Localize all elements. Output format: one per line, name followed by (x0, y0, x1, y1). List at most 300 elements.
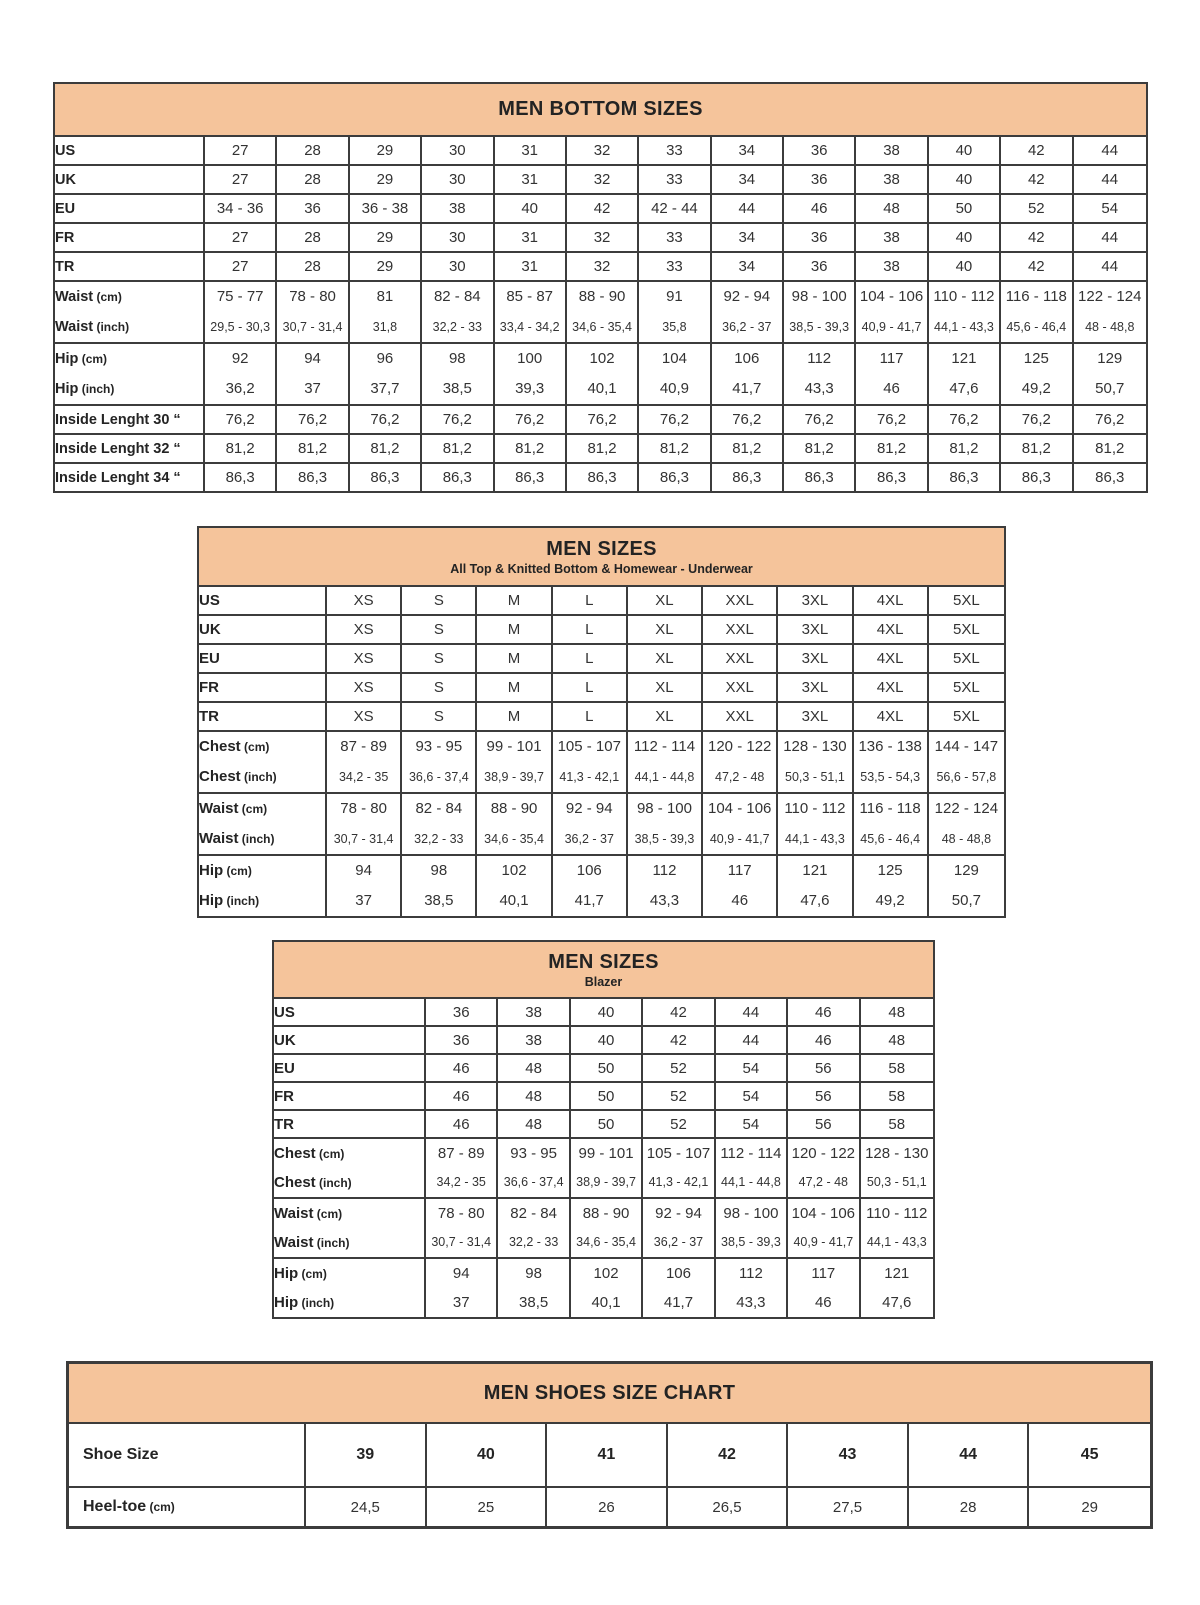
table-row (274, 1109, 933, 1137)
table-row (55, 404, 1146, 433)
table-cell: 81,2 (422, 433, 494, 462)
table-cell: 34,6 - 35,4 (567, 311, 639, 342)
table-subtitle: Blazer (584, 974, 623, 989)
row-label-unit: (cm) (298, 1266, 327, 1281)
table-cell: 50,3 - 51,1 (866, 1175, 927, 1189)
table-cell: 54 (716, 1053, 788, 1081)
row-label-unit: (inch) (223, 894, 260, 908)
table-cell: 38 (498, 1025, 570, 1053)
table-row (55, 433, 1146, 462)
table-cell: 44 (712, 193, 784, 222)
table-row (274, 1167, 933, 1197)
table-cell: 45,6 - 46,4 (854, 823, 929, 854)
table-cell: XXL (703, 643, 778, 672)
table-cell: 81,2 (784, 433, 856, 462)
table-cell: 34 - 36 (205, 193, 277, 222)
table-cell: 32 (567, 251, 639, 280)
table-cell: 91 (639, 280, 711, 311)
row-label: FR (55, 222, 205, 251)
table-row (274, 1081, 933, 1109)
table-cell: 40 (929, 135, 1001, 164)
table-cell: 98 - 100 (628, 792, 703, 823)
table-cell: 36,2 - 37 (643, 1227, 715, 1257)
table-cell: M (477, 701, 552, 730)
table-cell: 94 (426, 1257, 498, 1287)
table-cell: 76,2 (277, 404, 349, 433)
table-cell: 30 (422, 222, 494, 251)
table-cell: 98 (422, 342, 494, 373)
table-cell: 87 - 89 (327, 730, 402, 761)
table-cell: 112 (628, 854, 703, 885)
table-cell: 44 (716, 1025, 788, 1053)
row-group (55, 251, 1146, 280)
row-label-unit: (inch) (93, 319, 130, 334)
table-cell: 36 (784, 135, 856, 164)
table-cell: 82 - 84 (422, 280, 494, 311)
row-label: EU (199, 643, 327, 672)
table-cell: 106 (553, 854, 628, 885)
table-cell: 92 - 94 (643, 1197, 715, 1227)
table-cell: 46 (784, 193, 856, 222)
table-subtitle: All Top & Knitted Bottom & Homewear - Underwear (450, 561, 753, 576)
table-cell: 50,7 (951, 892, 981, 909)
table-cell: 36,2 (205, 373, 277, 404)
table-cell: 48 (856, 193, 928, 222)
table-cell: 42 - 44 (639, 193, 711, 222)
table-cell: 42 (668, 1422, 789, 1486)
table-cell: 38,5 (402, 885, 477, 916)
row-group (199, 730, 1004, 792)
table-cell: 45,6 - 46,4 (1001, 311, 1073, 342)
table-cell: 112 (716, 1257, 788, 1287)
table-cell: 30 (422, 164, 494, 193)
table-title-bar (69, 1364, 1150, 1422)
table-row (55, 193, 1146, 222)
table-cell: 4XL (854, 672, 929, 701)
table-cell: 75 - 77 (205, 280, 277, 311)
table-cell: 49,2 (1001, 373, 1073, 404)
table-cell: XXL (703, 614, 778, 643)
table-cell: 102 (567, 342, 639, 373)
table-cell: 24,5 (306, 1486, 427, 1526)
table-cell: 50 (929, 193, 1001, 222)
table-cell: 76,2 (929, 404, 1001, 433)
row-label: Hip (cm) (199, 854, 327, 885)
table-cell: 27 (205, 251, 277, 280)
table-cell: 40 (495, 193, 567, 222)
row-label: TR (199, 701, 327, 730)
table-cell: XS (327, 701, 402, 730)
table-cell: 56 (788, 1081, 860, 1109)
row-label: UK (274, 1025, 426, 1053)
table-row (199, 672, 1004, 701)
table-cell: S (402, 672, 477, 701)
table-cell: L (553, 672, 628, 701)
table-row (199, 585, 1004, 614)
table-cell: 44 (1074, 222, 1147, 251)
table-cell: 41,3 - 42,1 (553, 761, 628, 792)
row-label: US (55, 135, 205, 164)
table-cell: 44 (1074, 251, 1147, 280)
table-cell: 104 - 106 (856, 280, 928, 311)
table-cell: 86,3 (205, 462, 277, 491)
row-label: EU (274, 1053, 426, 1081)
table-row (55, 135, 1146, 164)
table-cell: 31 (495, 251, 567, 280)
table-cell: 76,2 (567, 404, 639, 433)
table-cell: 43,3 (716, 1287, 788, 1317)
row-label: FR (199, 672, 327, 701)
row-group (274, 1025, 933, 1053)
table-cell: 44,1 - 43,3 (778, 823, 853, 854)
table-cell: 35,8 (639, 311, 711, 342)
table-cell: 27 (205, 222, 277, 251)
table-cell: 50,3 - 51,1 (778, 761, 853, 792)
table-cell: 87 - 89 (426, 1137, 498, 1167)
table-cell: 104 - 106 (703, 792, 778, 823)
table-cell: 110 - 112 (929, 280, 1001, 311)
table-cell: 5XL (929, 701, 1004, 730)
table-cell: 56 (788, 1053, 860, 1081)
table-cell: 42 (643, 1025, 715, 1053)
table-cell: 56,6 - 57,8 (936, 769, 997, 784)
table-cell: XL (628, 701, 703, 730)
row-label: Inside Lenght 32 “ (55, 433, 205, 462)
table-cell: 85 - 87 (495, 280, 567, 311)
table-cell: 58 (861, 1081, 933, 1109)
table-title: MEN SHOES SIZE CHART (483, 1381, 736, 1404)
table-cell: 34,2 - 35 (327, 761, 402, 792)
table-cell: 93 - 95 (402, 730, 477, 761)
table-cell: 38,5 (498, 1287, 570, 1317)
table-cell: 104 - 106 (788, 1197, 860, 1227)
table-cell: 93 - 95 (498, 1137, 570, 1167)
row-label: UK (199, 614, 327, 643)
row-group (274, 1257, 933, 1317)
row-group (55, 222, 1146, 251)
row-label-unit: (cm) (240, 740, 270, 754)
row-label: Inside Lenght 34 “ (55, 462, 205, 491)
table-cell: 144 - 147 (929, 730, 1004, 761)
table-cell: 33,4 - 34,2 (495, 311, 567, 342)
table-cell: 40,9 - 41,7 (788, 1227, 860, 1257)
men-shoes-size-table (66, 1361, 1153, 1529)
table-cell: 116 - 118 (854, 792, 929, 823)
table-cell: 105 - 107 (643, 1137, 715, 1167)
table-cell: 81,2 (350, 433, 422, 462)
table-cell: 48 - 48,8 (941, 831, 992, 846)
table-row (199, 730, 1004, 761)
row-label-unit: (inch) (313, 1235, 350, 1250)
row-group (199, 672, 1004, 701)
table-cell: 32 (567, 135, 639, 164)
table-cell: 125 (854, 854, 929, 885)
table-cell: 112 (784, 342, 856, 373)
table-cell: 38,9 - 39,7 (477, 761, 552, 792)
table-cell: 40,9 - 41,7 (856, 311, 928, 342)
table-cell: 40 (427, 1422, 548, 1486)
table-row (55, 251, 1146, 280)
table-cell: 5XL (929, 643, 1004, 672)
table-cell: 40 (571, 1025, 643, 1053)
table-cell: 121 (929, 342, 1001, 373)
table-cell: 28 (277, 135, 349, 164)
row-label: Chest (inch) (274, 1167, 426, 1197)
row-label-unit: (cm) (313, 1206, 343, 1221)
row-group (274, 1197, 933, 1257)
row-label: US (274, 997, 426, 1025)
table-row (199, 614, 1004, 643)
table-row (274, 1257, 933, 1287)
table-cell: 38,5 - 39,3 (716, 1227, 788, 1257)
row-label: TR (274, 1109, 426, 1137)
men-top-sizes-table (197, 526, 1006, 918)
table-cell: 88 - 90 (567, 280, 639, 311)
row-label-unit: (cm) (238, 802, 268, 816)
table-cell: 43,3 (628, 885, 703, 916)
table-cell: 42 (1001, 222, 1073, 251)
table-cell: 76,2 (639, 404, 711, 433)
table-cell: 29 (350, 222, 422, 251)
table-cell: 36 - 38 (350, 193, 422, 222)
table-cell: 36,2 - 37 (553, 823, 628, 854)
table-cell: 38 (856, 222, 928, 251)
table-cell: 29 (350, 164, 422, 193)
table-cell: 99 - 101 (477, 730, 552, 761)
table-row (274, 997, 933, 1025)
table-cell: 36,6 - 37,4 (402, 761, 477, 792)
table-cell: 81,2 (856, 433, 928, 462)
table-cell: 34 (712, 222, 784, 251)
table-cell: 30 (422, 251, 494, 280)
table-cell: 34,6 - 35,4 (571, 1227, 643, 1257)
table-cell: 76,2 (495, 404, 567, 433)
table-cell: 120 - 122 (788, 1137, 860, 1167)
table-cell: M (477, 585, 552, 614)
table-cell: 4XL (854, 701, 929, 730)
table-cell: 37,7 (350, 373, 422, 404)
row-group (199, 792, 1004, 854)
table-cell: 36,6 - 37,4 (498, 1167, 570, 1197)
table-cell: 34 (712, 135, 784, 164)
table-row (55, 311, 1146, 342)
table-cell: XXL (703, 672, 778, 701)
row-group (69, 1422, 1150, 1486)
row-label-unit: (cm) (315, 1146, 345, 1161)
table-cell: 40,1 (571, 1287, 643, 1317)
table-header (55, 84, 1146, 135)
table-row (55, 164, 1146, 193)
table-cell: 81 (350, 280, 422, 311)
table-cell: 106 (643, 1257, 715, 1287)
table-cell: 31 (495, 222, 567, 251)
table-cell: 76,2 (422, 404, 494, 433)
table-cell: 88 - 90 (571, 1197, 643, 1227)
table-cell: 94 (277, 342, 349, 373)
table-row (69, 1422, 1150, 1486)
table-cell: 121 (778, 854, 853, 885)
table-cell: 40,1 (567, 373, 639, 404)
table-cell: 36,2 - 37 (712, 311, 784, 342)
table-cell: 44,1 - 43,3 (866, 1235, 927, 1249)
table-cell: 5XL (929, 585, 1004, 614)
table-cell: 38 (856, 135, 928, 164)
table-cell: 3XL (778, 672, 853, 701)
table-cell: 27 (205, 135, 277, 164)
table-cell: 121 (861, 1257, 933, 1287)
table-row (55, 342, 1146, 373)
table-title-bar (55, 84, 1146, 135)
table-cell: 82 - 84 (498, 1197, 570, 1227)
row-label-unit: (cm) (93, 289, 122, 304)
table-cell: 58 (861, 1109, 933, 1137)
table-cell: 36 (784, 164, 856, 193)
table-cell: 36 (277, 193, 349, 222)
table-row (69, 1486, 1150, 1526)
table-cell: 26,5 (668, 1486, 789, 1526)
table-cell: 81,2 (495, 433, 567, 462)
table-cell: 98 (498, 1257, 570, 1287)
row-label: Chest (cm) (274, 1137, 426, 1167)
row-label: Waist (inch) (199, 823, 327, 854)
men-blazer-sizes-table (272, 940, 935, 1319)
table-cell: 42 (1001, 164, 1073, 193)
row-label: FR (274, 1081, 426, 1109)
table-cell: 30 (422, 135, 494, 164)
row-label-unit: (inch) (298, 1295, 335, 1310)
men-bottom-sizes-table (53, 82, 1148, 493)
table-cell: L (553, 701, 628, 730)
row-group (55, 462, 1146, 491)
table-row (199, 885, 1004, 916)
table-cell: 76,2 (350, 404, 422, 433)
table-cell: 48 (498, 1081, 570, 1109)
table-cell: 44,1 - 44,8 (628, 761, 703, 792)
table-cell: 44 (909, 1422, 1030, 1486)
table-cell: 50 (571, 1081, 643, 1109)
table-cell: 110 - 112 (861, 1197, 933, 1227)
table-row (199, 701, 1004, 730)
table-cell: 31,8 (350, 311, 422, 342)
table-cell: M (477, 643, 552, 672)
table-cell: 33 (639, 164, 711, 193)
table-cell: 81,2 (205, 433, 277, 462)
table-cell: 98 (402, 854, 477, 885)
table-cell: 37 (277, 373, 349, 404)
row-group (55, 280, 1146, 342)
row-group (199, 643, 1004, 672)
table-cell: 86,3 (784, 462, 856, 491)
table-cell: M (477, 672, 552, 701)
table-cell: 30,7 - 31,4 (327, 823, 402, 854)
table-cell: 46 (788, 1025, 860, 1053)
table-cell: 39 (306, 1422, 427, 1486)
table-cell: 29 (350, 251, 422, 280)
table-row (199, 823, 1004, 854)
table-cell: L (553, 614, 628, 643)
table-row (55, 222, 1146, 251)
row-group (199, 614, 1004, 643)
table-cell: 92 (205, 342, 277, 373)
table-cell: 47,6 (882, 1293, 912, 1311)
table-cell: 49,2 (854, 885, 929, 916)
table-cell: 34 (712, 251, 784, 280)
table-cell: 40 (929, 251, 1001, 280)
row-label-unit: (inch) (78, 381, 115, 396)
table-cell: 47,6 (778, 885, 853, 916)
table-title-bar (274, 942, 933, 997)
table-title: MEN BOTTOM SIZES (498, 98, 703, 120)
table-cell: 86,3 (495, 462, 567, 491)
table-cell: 76,2 (784, 404, 856, 433)
table-cell: 122 - 124 (929, 792, 1004, 823)
table-cell: 38 (498, 997, 570, 1025)
table-cell: 25 (427, 1486, 548, 1526)
table-cell: 52 (643, 1053, 715, 1081)
table-cell: 81,2 (1074, 433, 1147, 462)
table-cell: 46 (426, 1109, 498, 1137)
table-cell: 86,3 (929, 462, 1001, 491)
table-cell: 40 (929, 222, 1001, 251)
table-cell: 5XL (929, 614, 1004, 643)
table-cell: 54 (716, 1081, 788, 1109)
table-cell: 86,3 (567, 462, 639, 491)
table-cell: 48 (498, 1109, 570, 1137)
table-cell: XXL (703, 701, 778, 730)
table-cell: 50,7 (1095, 380, 1125, 397)
table-cell: 46 (426, 1081, 498, 1109)
table-header (199, 528, 1004, 585)
row-label: UK (55, 164, 205, 193)
table-cell: 76,2 (1001, 404, 1073, 433)
table-cell: 40,9 (639, 373, 711, 404)
table-cell: 38,9 - 39,7 (571, 1167, 643, 1197)
table-cell: 38,5 - 39,3 (784, 311, 856, 342)
table-row (274, 1137, 933, 1167)
table-cell: 38 (856, 251, 928, 280)
table-cell: 46 (856, 373, 928, 404)
table-cell: 46 (426, 1053, 498, 1081)
row-label: Hip (inch) (55, 373, 205, 404)
table-cell: 34 (712, 164, 784, 193)
row-label: Hip (cm) (274, 1257, 426, 1287)
table-cell: 50 (571, 1109, 643, 1137)
table-cell: 29 (1029, 1486, 1150, 1526)
table-cell: XXL (703, 585, 778, 614)
table-cell: 39,3 (495, 373, 567, 404)
table-cell: 86,3 (639, 462, 711, 491)
table-cell: 28 (277, 251, 349, 280)
table-cell: 28 (277, 222, 349, 251)
row-label-unit: (inch) (238, 832, 275, 846)
table-cell: 5XL (929, 672, 1004, 701)
table-cell: 98 - 100 (716, 1197, 788, 1227)
table-cell: 27 (205, 164, 277, 193)
table-cell: 47,6 (929, 373, 1001, 404)
table-cell: 52 (643, 1109, 715, 1137)
row-group (69, 1486, 1150, 1526)
table-cell: 128 - 130 (861, 1137, 933, 1167)
table-cell: 43,3 (784, 373, 856, 404)
table-cell: 86,3 (350, 462, 422, 491)
table-cell: XS (327, 585, 402, 614)
table-cell: 43 (788, 1422, 909, 1486)
table-cell: 41,7 (553, 885, 628, 916)
table-row (199, 761, 1004, 792)
table-cell: L (553, 585, 628, 614)
row-label-unit: (inch) (315, 1175, 352, 1190)
row-label: EU (55, 193, 205, 222)
